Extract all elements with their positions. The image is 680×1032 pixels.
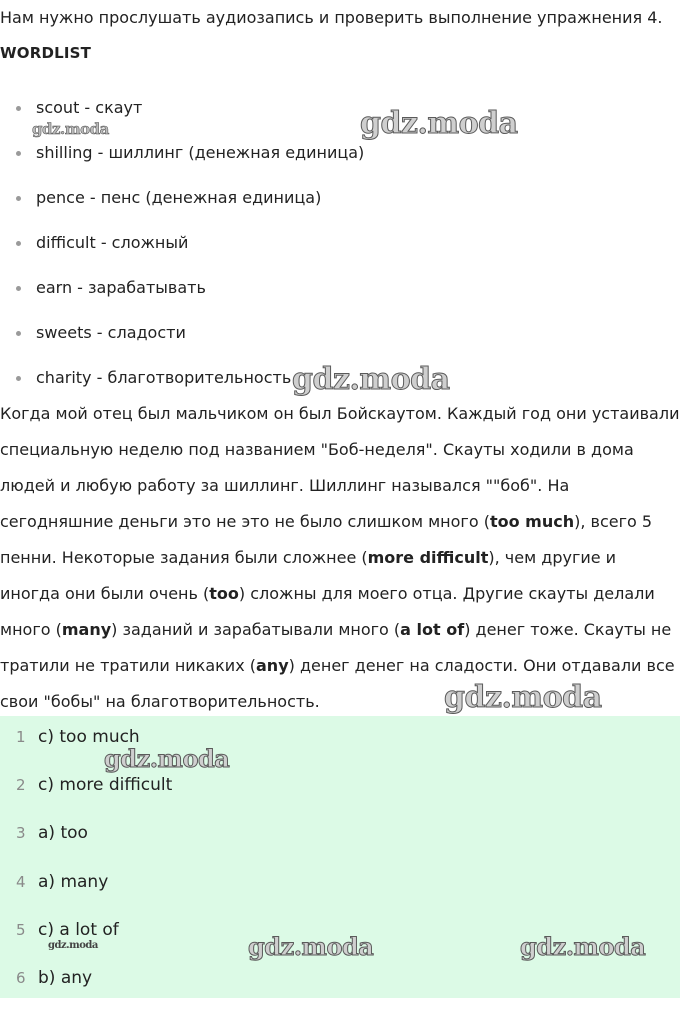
story-segment: ), чем другие и иногда они были очень ( (0, 548, 617, 603)
watermark: gdz.moda (444, 680, 602, 715)
watermark: gdz.moda (32, 120, 109, 138)
watermark: gdz.moda (104, 744, 230, 773)
answer-highlight: too much (489, 512, 575, 531)
wordlist-heading: WORDLIST (0, 44, 92, 62)
wordlist-entry: charity - благотворительность (36, 368, 292, 387)
answer-highlight: a lot of (400, 620, 465, 639)
intro-text: Нам нужно прослушать аудиозапись и проверить выполнение упражнения 4. (0, 8, 663, 27)
bullet-icon (16, 286, 21, 291)
watermark: gdz.moda (360, 106, 518, 141)
list-item (0, 90, 364, 135)
answer-number: 6 (16, 969, 26, 987)
answer-number: 2 (16, 776, 26, 794)
story-segment: ) заданий и зарабатывали много ( (111, 620, 401, 639)
wordlist-entry: earn - зарабатывать (36, 278, 206, 297)
story-segment: ) сложны для моего отца. Другие скауты делали много ( (0, 584, 655, 639)
wordlist-entry: shilling - шиллинг (денежная единица) (36, 143, 365, 162)
answer-highlight: more difficult (367, 548, 489, 567)
bullet-icon (16, 376, 21, 381)
wordlist-entry: sweets - сладости (36, 323, 186, 342)
story-segment: Когда мой отец был мальчиком он был Бойскаутом. Каждый год они устаивали специальную неделю под названием "Боб-неделя". Скауты ходили в дома людей и любую работу за шиллинг. Шиллинг назывался ""боб". На сегодняшние деньги это не это не было слишком много ( (0, 404, 680, 531)
bullet-icon (16, 151, 21, 156)
watermark: gdz.moda (248, 932, 374, 961)
answer-highlight: any (256, 656, 289, 675)
answer-highlight: many (61, 620, 112, 639)
story-segment: ), всего 5 пенни. Некоторые задания были сложнее ( (0, 512, 653, 567)
answer-text: c) more difficult (38, 775, 173, 795)
bullet-icon (16, 331, 21, 336)
list-item (0, 135, 364, 180)
wordlist-entry: difficult - сложный (36, 233, 189, 252)
answer-text: a) many (38, 872, 109, 892)
wordlist-entry: scout - скаут (36, 98, 143, 117)
bullet-icon (16, 196, 21, 201)
story-paragraph (0, 396, 680, 720)
wordlist-entry: pence - пенс (денежная единица) (36, 188, 322, 207)
answer-text: c) too much (38, 727, 140, 747)
bullet-icon (16, 106, 21, 111)
wordlist (0, 90, 364, 405)
watermark: gdz.moda (292, 362, 450, 397)
story-segment: ) денег денег на сладости. Они отдавали все свои "бобы" на благотворительность. (0, 656, 675, 711)
answer-text: b) any (38, 968, 93, 988)
answer-highlight: too (209, 584, 239, 603)
answer-number: 5 (16, 921, 26, 939)
answer-number: 4 (16, 873, 26, 891)
answer-text: c) a lot of (38, 920, 119, 940)
story-segment: ) денег тоже. Скауты не тратили не тратили никаких ( (0, 620, 672, 675)
answer-text: a) too (38, 823, 88, 843)
answer-number: 3 (16, 824, 26, 842)
watermark: gdz.moda (48, 940, 98, 951)
list-item (0, 180, 364, 225)
answers-panel (0, 716, 680, 998)
list-item (0, 225, 364, 270)
list-item (0, 315, 364, 360)
bullet-icon (16, 241, 21, 246)
list-item (0, 270, 364, 315)
watermark: gdz.moda (520, 932, 646, 961)
answer-number: 1 (16, 728, 26, 746)
